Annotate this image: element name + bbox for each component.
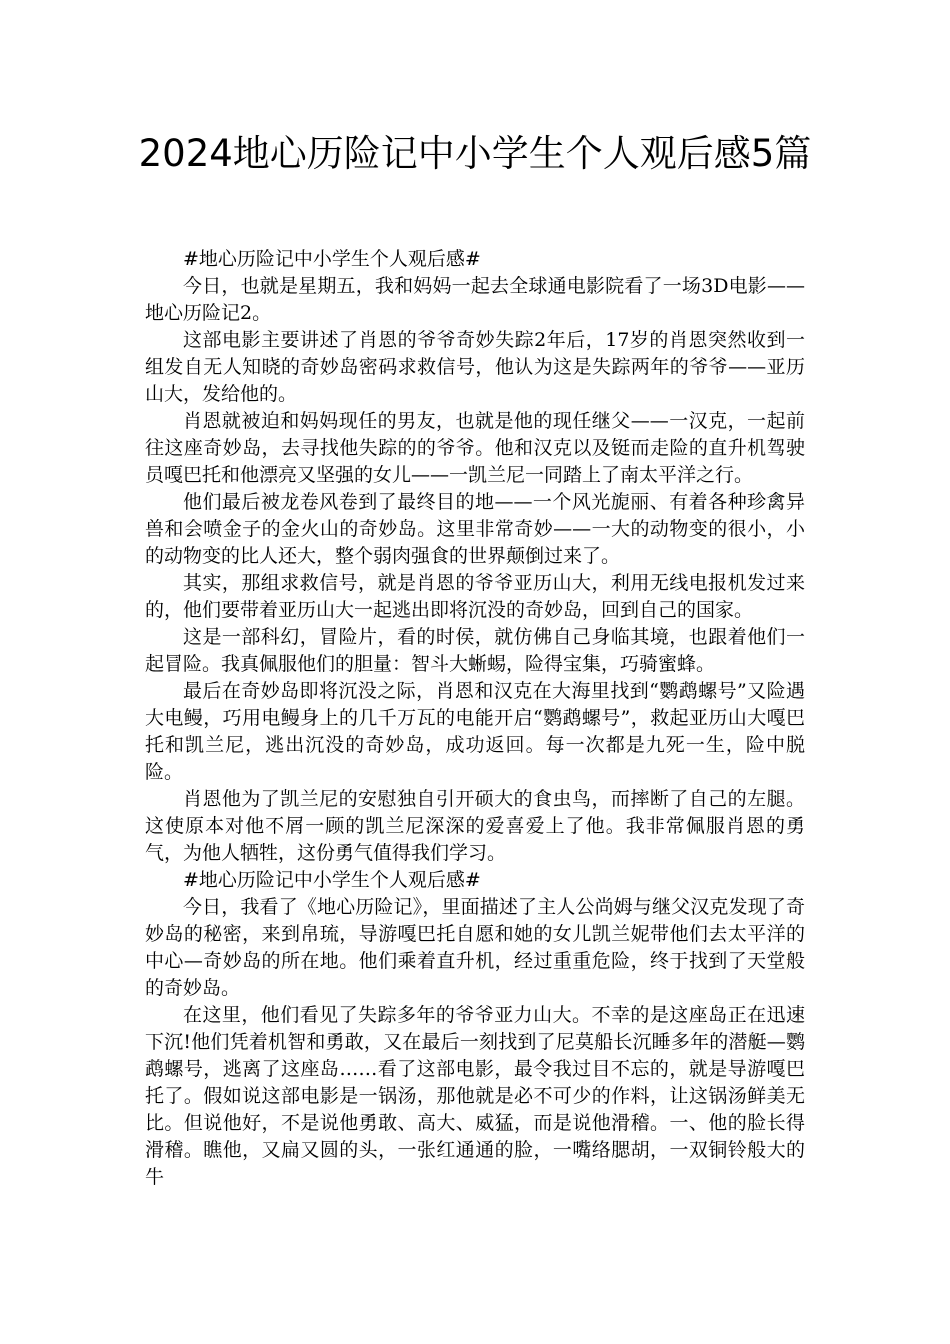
paragraph: 肖恩就被迫和妈妈现任的男友，也就是他的现任继父——一汉克，一起前往这座奇妙岛，去寻找他失踪的的爷爷。他和汉克以及铤而走险的直升机驾驶员嘎巴托和他漂亮又坚强的女儿——一凯兰尼一同踏上了南太平洋之行。 [145, 410, 805, 486]
paragraph: #地心历险记中小学生个人观后感# [183, 869, 481, 891]
paragraph: #地心历险记中小学生个人观后感# [183, 248, 481, 270]
paragraph: 他们最后被龙卷风卷到了最终目的地——一个风光旎丽、有着各种珍禽异兽和会喷金子的金火山的奇妙岛。这里非常奇妙——一大的动物变的很小，小的动物变的比人还大，整个弱肉强食的世界颠倒过来了。 [145, 491, 805, 567]
paragraph: 这部电影主要讲述了肖恩的爷爷奇妙失踪2年后，17岁的肖恩突然收到一组发自无人知晓的奇妙岛密码求救信号，他认为这是失踪两年的爷爷——亚历山大，发给他的。 [145, 329, 805, 405]
paragraph: 这是一部科幻，冒险片，看的时侯，就仿佛自己身临其境，也跟着他们一起冒险。我真佩服他们的胆量：智斗大蜥蜴，险得宝集，巧骑蜜蜂。 [145, 626, 805, 675]
document-body [145, 246, 805, 1191]
paragraph: 肖恩他为了凯兰尼的安慰独自引开硕大的食虫鸟，而摔断了自己的左腿。这使原本对他不屑一顾的凯兰尼深深的爱喜爱上了他。我非常佩服肖恩的勇气，为他人牺牲，这份勇气值得我们学习。 [145, 788, 805, 864]
paragraph: 在这里，他们看见了失踪多年的爷爷亚力山大。不幸的是这座岛正在迅速下沉!他们凭着机智和勇敢，又在最后一刻找到了尼莫船长沉睡多年的潜艇—鹦鹉螺号，逃离了这座岛……看了这部电影，最令我过目不忘的，就是导游嘎巴托了。假如说这部电影是一锅汤，那他就是必不可少的作料，让这锅汤鲜美无比。但说他好，不是说他勇敢、高大、威猛，而是说他滑稽。一、他的脸长得滑稽。瞧他，又扁又圆的头，一张红通通的脸，一嘴络腮胡，一双铜铃般大的牛 [145, 1004, 805, 1188]
paragraph: 今日，也就是星期五，我和妈妈一起去全球通电影院看了一场3D电影——地心历险记2。 [145, 275, 805, 324]
document-title: 2024地心历险记中小学生个人观后感5篇 [138, 132, 812, 175]
paragraph: 今日，我看了《地心历险记》，里面描述了主人公尚姆与继父汉克发现了奇妙岛的秘密，来到帛琉，导游嘎巴托自愿和她的女儿凯兰妮带他们去太平洋的中心—奇妙岛的所在地。他们乘着直升机，经过重重危险，终于找到了天堂般的奇妙岛。 [145, 896, 805, 999]
paragraph: 其实，那组求救信号，就是肖恩的爷爷亚历山大，利用无线电报机发过来的，他们要带着亚历山大一起逃出即将沉没的奇妙岛，回到自己的国家。 [145, 572, 805, 621]
paragraph: 最后在奇妙岛即将沉没之际，肖恩和汉克在大海里找到“鹦鹉螺号”又险遇大电鳗，巧用电鳗身上的几千万瓦的电能开启“鹦鹉螺号”，救起亚历山大嘎巴托和凯兰尼，逃出沉没的奇妙岛，成功返回。每一次都是九死一生，险中脱险。 [145, 680, 805, 783]
